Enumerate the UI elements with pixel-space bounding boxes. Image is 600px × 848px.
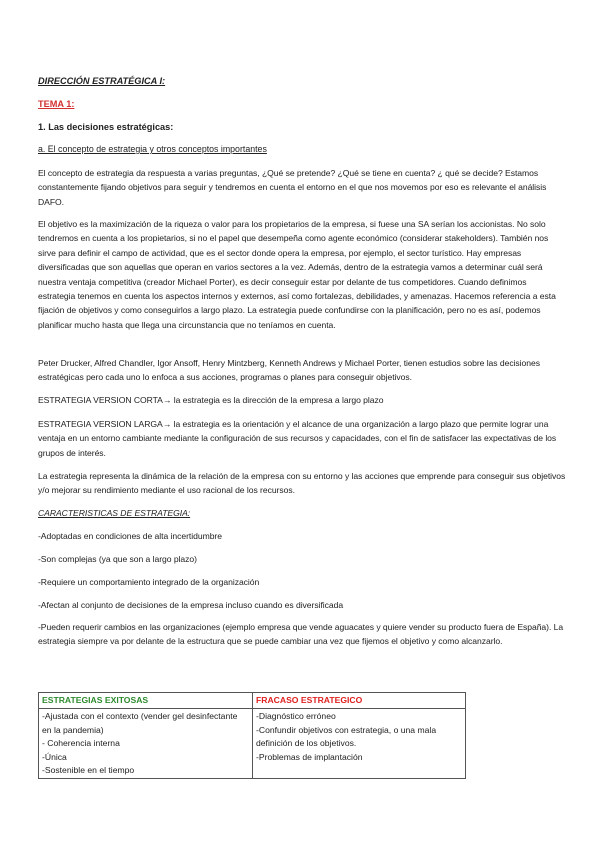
strategy-table — [38, 692, 466, 779]
table-cell-success — [39, 709, 253, 779]
paragraph: ESTRATEGIA VERSION LARGA→ la estrategia es la orientación y el alcance de una organización a largo plazo que permite lograr una ventaja en un entorno cambiante mediante la configuración de sus recursos y capacidades, con el fin de satisfacer las expectativas de los grupos de interés. — [38, 419, 557, 458]
table-line: -Problemas de implantación — [256, 751, 363, 762]
table-header-failure: FRACASO ESTRATEGICO — [253, 693, 466, 709]
table-line: - Coherencia interna — [42, 738, 120, 749]
document-title: DIRECCIÓN ESTRATÉGICA I: — [38, 76, 166, 86]
list-item: -Pueden requerir cambios en las organizaciones (ejemplo empresa que vende aguacates y quiere vender su producto fuera de España). La estrategia siempre va por delante de la estructura que se puede cambiar una vez que fijemos el objetivo y como alcanzarlo. — [38, 622, 564, 647]
characteristics-title: CARACTERISTICAS DE ESTRATEGIA: — [38, 508, 191, 518]
list-item: -Adoptadas en condiciones de alta incertidumbre — [38, 531, 222, 541]
paragraph: El objetivo es la maximización de la riqueza o valor para los propietarios de la empresa, si fuese una SA serían los accionistas. No solo tendremos en cuenta a los propietarios, si no el papel que desempeña como agente económico (considerar stakeholders). También nos sirve para definir el campo de actividad, que es el sector donde opera la empresa, por ejemplo, el sector turístico. Hay empresas diversificadas que son aquellas que operan en varios sectores a la vez. Además, dentro de la estrategia vamos a determinar cuál será nuestra ventaja competitiva (creador Michael Porter), es decir conseguir estar por delante de tus competidores. Cuando definimos estrategia tenemos en cuenta los aspectos internos y externos, así como fortalezas, debilidades, y amenazas. Hacemos referencia a esta fijación de objetivos y como conseguirlos a largo plazo. La estrategia puede confundirse con la planificación, pero no es así, podemos planificar mucho hasta que llega una circunstancia que no teníamos en cuenta. — [38, 219, 556, 330]
table-line: -Sostenible en el tiempo — [42, 765, 135, 776]
list-item: -Son complejas (ya que son a largo plazo) — [38, 554, 197, 564]
paragraph: El concepto de estrategia da respuesta a varias preguntas, ¿Qué se pretende? ¿Qué se tiene en cuenta? ¿ qué se decide? Estamos constantemente fijando objetivos para seguir y tendremos en cuenta el entorno en el que nos movemos por eso es relevante el análisis DAFO. — [38, 168, 547, 207]
table-line: -Confundir objetivos con estrategia, o una mala definición de los objetivos. — [256, 724, 437, 749]
table-header-success: ESTRATEGIAS EXITOSAS — [39, 693, 253, 709]
tema-heading: TEMA 1: — [38, 99, 75, 109]
table-cell-failure — [253, 709, 466, 779]
table-line: -Diagnóstico erróneo — [256, 711, 336, 722]
paragraph: Peter Drucker, Alfred Chandler, Igor Ansoff, Henry Mintzberg, Kenneth Andrews y Michael Porter, tienen estudios sobre las decisiones estratégicas pero cada uno lo enfoca a sus acciones, programas o planes para conseguir objetivos. — [38, 358, 540, 383]
paragraph: ESTRATEGIA VERSION CORTA→ la estrategia es la dirección de la empresa a largo plazo — [38, 395, 384, 405]
paragraph: La estrategia representa la dinámica de la relación de la empresa con su entorno y las acciones que emprende para conseguir sus objetivos y/o mejorar su rendimiento mediante el uso racional de los recursos. — [38, 471, 566, 496]
subsection-heading: a. El concepto de estrategia y otros conceptos importantes — [38, 144, 267, 154]
list-item: -Requiere un comportamiento integrado de la organización — [38, 577, 260, 587]
table-line: -Única — [42, 751, 67, 762]
section-heading: 1. Las decisiones estratégicas: — [38, 122, 174, 132]
list-item: -Afectan al conjunto de decisiones de la empresa incluso cuando es diversificada — [38, 600, 344, 610]
table-line: -Ajustada con el contexto (vender gel desinfectante en la pandemia) — [42, 711, 238, 735]
